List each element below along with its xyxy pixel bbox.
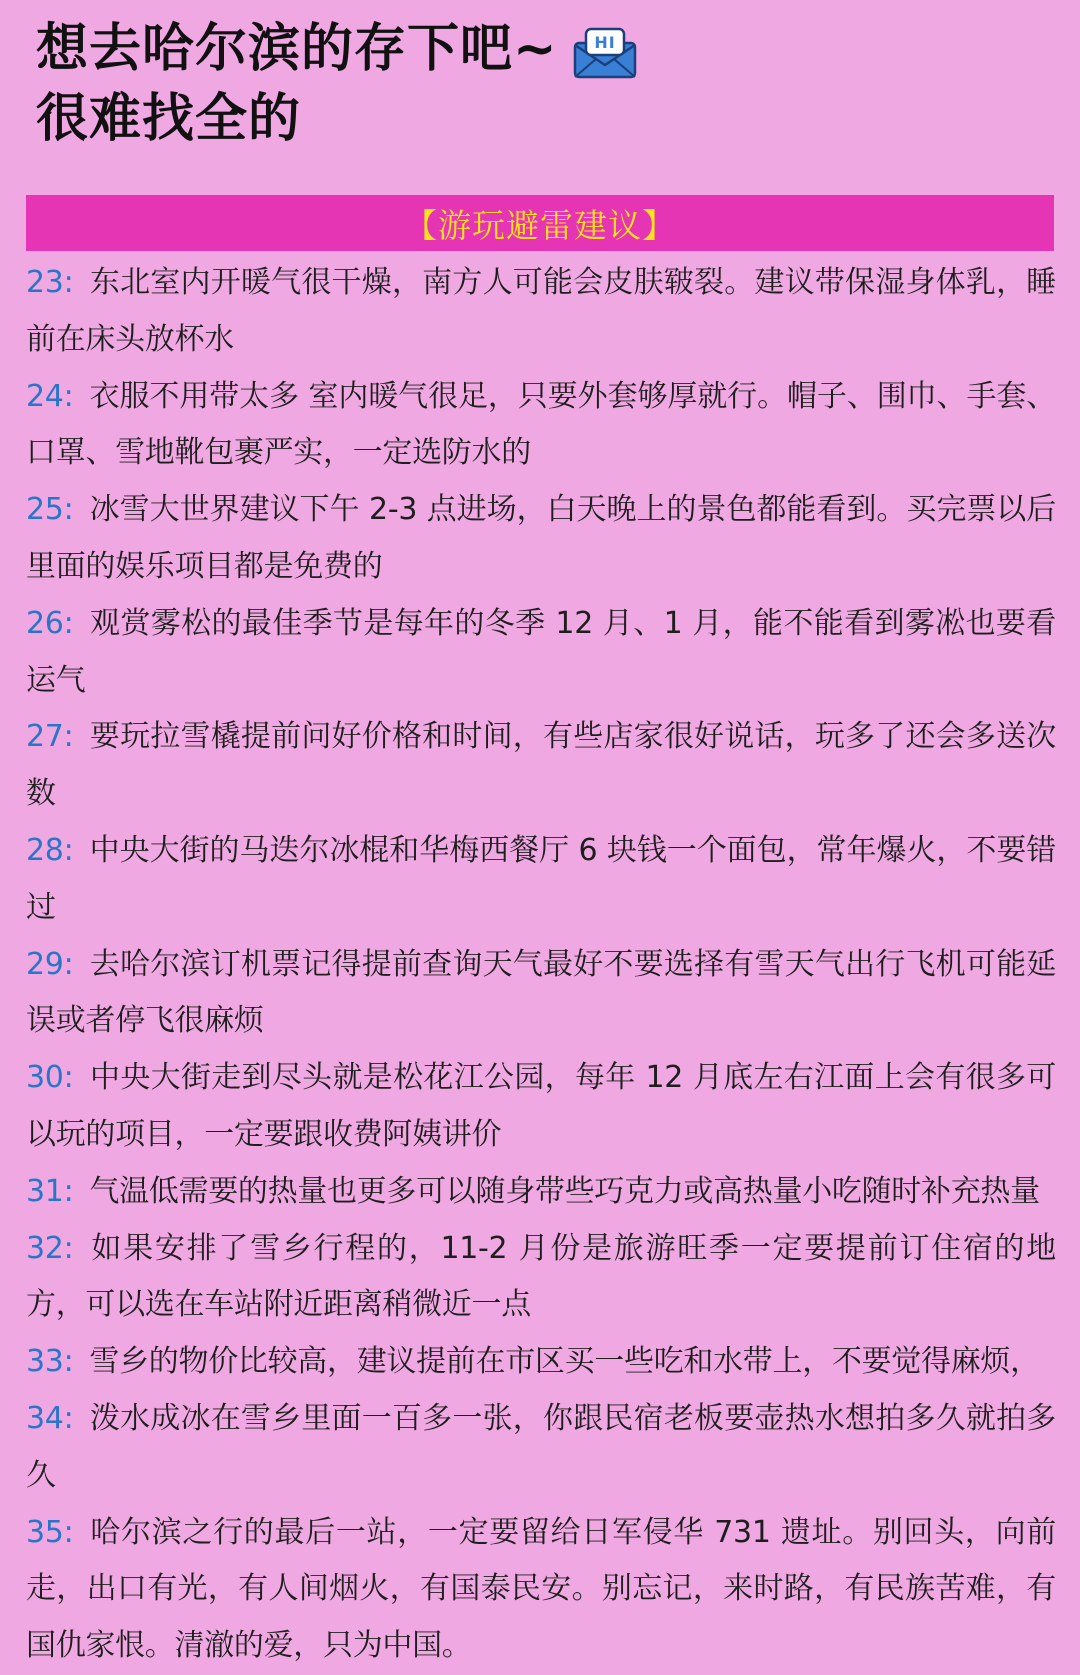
tip-number: 29: [26, 946, 74, 982]
tip-text: 哈尔滨之行的最后一站，一定要留给日军侵华 731 遗址。别回头，向前走，出口有光，有人间烟火，有国泰民安。别忘记，来时路，有民族苦难，有国仇家恨。清澈的爱，只为中国。 [26, 1514, 1056, 1664]
tip-item [26, 255, 1056, 369]
page-title-line-2: 很难找全的 [36, 89, 302, 149]
tip-item [26, 1334, 1056, 1391]
tip-number: 35: [26, 1514, 74, 1550]
tip-item [26, 937, 1056, 1051]
tips-list [26, 255, 1056, 1675]
tip-number: 28: [26, 832, 74, 868]
tip-item [26, 1391, 1056, 1505]
tip-text: 雪乡的物价比较高，建议提前在市区买一些吃和水带上，不要觉得麻烦， [89, 1344, 1040, 1380]
tip-item [26, 596, 1056, 710]
tip-item [26, 1221, 1056, 1335]
page-title: 想去哈尔滨的存下吧~ [36, 19, 558, 79]
tip-text: 去哈尔滨订机票记得提前查询天气最好不要选择有雪天气出行飞机可能延误或者停飞很麻烦 [26, 946, 1056, 1039]
tip-item [26, 823, 1056, 937]
tip-text: 要玩拉雪橇提前问好价格和时间，有些店家很好说话，玩多了还会多送次数 [26, 719, 1056, 812]
tip-number: 23: [26, 265, 74, 300]
page-header [36, 14, 1036, 154]
tip-text: 中央大街走到尽头就是松花江公园，每年 12 月底左右江面上会有很多可以玩的项目，一定要跟收费阿姨讲价 [26, 1060, 1056, 1152]
tip-item [26, 1164, 1056, 1221]
tip-item [26, 482, 1056, 596]
banner-label: 【游玩避雷建议】 [404, 205, 676, 245]
section-banner [26, 195, 1054, 251]
tip-number: 34: [26, 1400, 74, 1436]
tip-text: 观赏雾松的最佳季节是每年的冬季 12 月、1 月，能不能看到雾凇也要看运气 [26, 605, 1056, 698]
tip-item [26, 1050, 1056, 1164]
tip-number: 32: [26, 1230, 74, 1266]
tip-text: 气温低需要的热量也更多可以随身带些巧克力或高热量小吃随时补充热量 [89, 1173, 1040, 1209]
tip-item [26, 369, 1056, 483]
tip-text: 泼水成冰在雪乡里面一百多一张，你跟民宿老板要壶热水想拍多久就拍多久 [26, 1400, 1056, 1493]
tip-number: 27: [26, 719, 74, 755]
tip-text: 冰雪大世界建议下午 2-3 点进场，白天晚上的景色都能看到。买完票以后里面的娱乐项目都是免费的 [26, 492, 1056, 584]
tip-number: 25: [26, 492, 74, 528]
tip-number: 31: [26, 1173, 74, 1209]
tip-number: 26: [26, 605, 74, 641]
tip-item [26, 709, 1056, 823]
tip-number: 33: [26, 1344, 74, 1380]
tip-text: 东北室内开暖气很干燥，南方人可能会皮肤皲裂。建议带保湿身体乳，睡前在床头放杯水 [26, 265, 1056, 357]
tip-number: 30: [26, 1060, 74, 1096]
tip-number: 24: [26, 378, 74, 414]
page-title-line-1 [36, 14, 1036, 84]
tip-text: 如果安排了雪乡行程的，11-2 月份是旅游旺季一定要提前订住宿的地方，可以选在车站附近距离稍微近一点 [26, 1230, 1056, 1323]
tip-item [26, 1505, 1056, 1675]
tip-text: 中央大街的马迭尔冰棍和华梅西餐厅 6 块钱一个面包，常年爆火，不要错过 [26, 832, 1056, 925]
hi-icon-text: HI [593, 33, 616, 52]
hi-envelope-icon [572, 27, 638, 79]
tip-text: 衣服不用带太多 室内暖气很足，只要外套够厚就行。帽子、围巾、手套、口罩、雪地靴包裹严实，一定选防水的 [26, 378, 1056, 471]
